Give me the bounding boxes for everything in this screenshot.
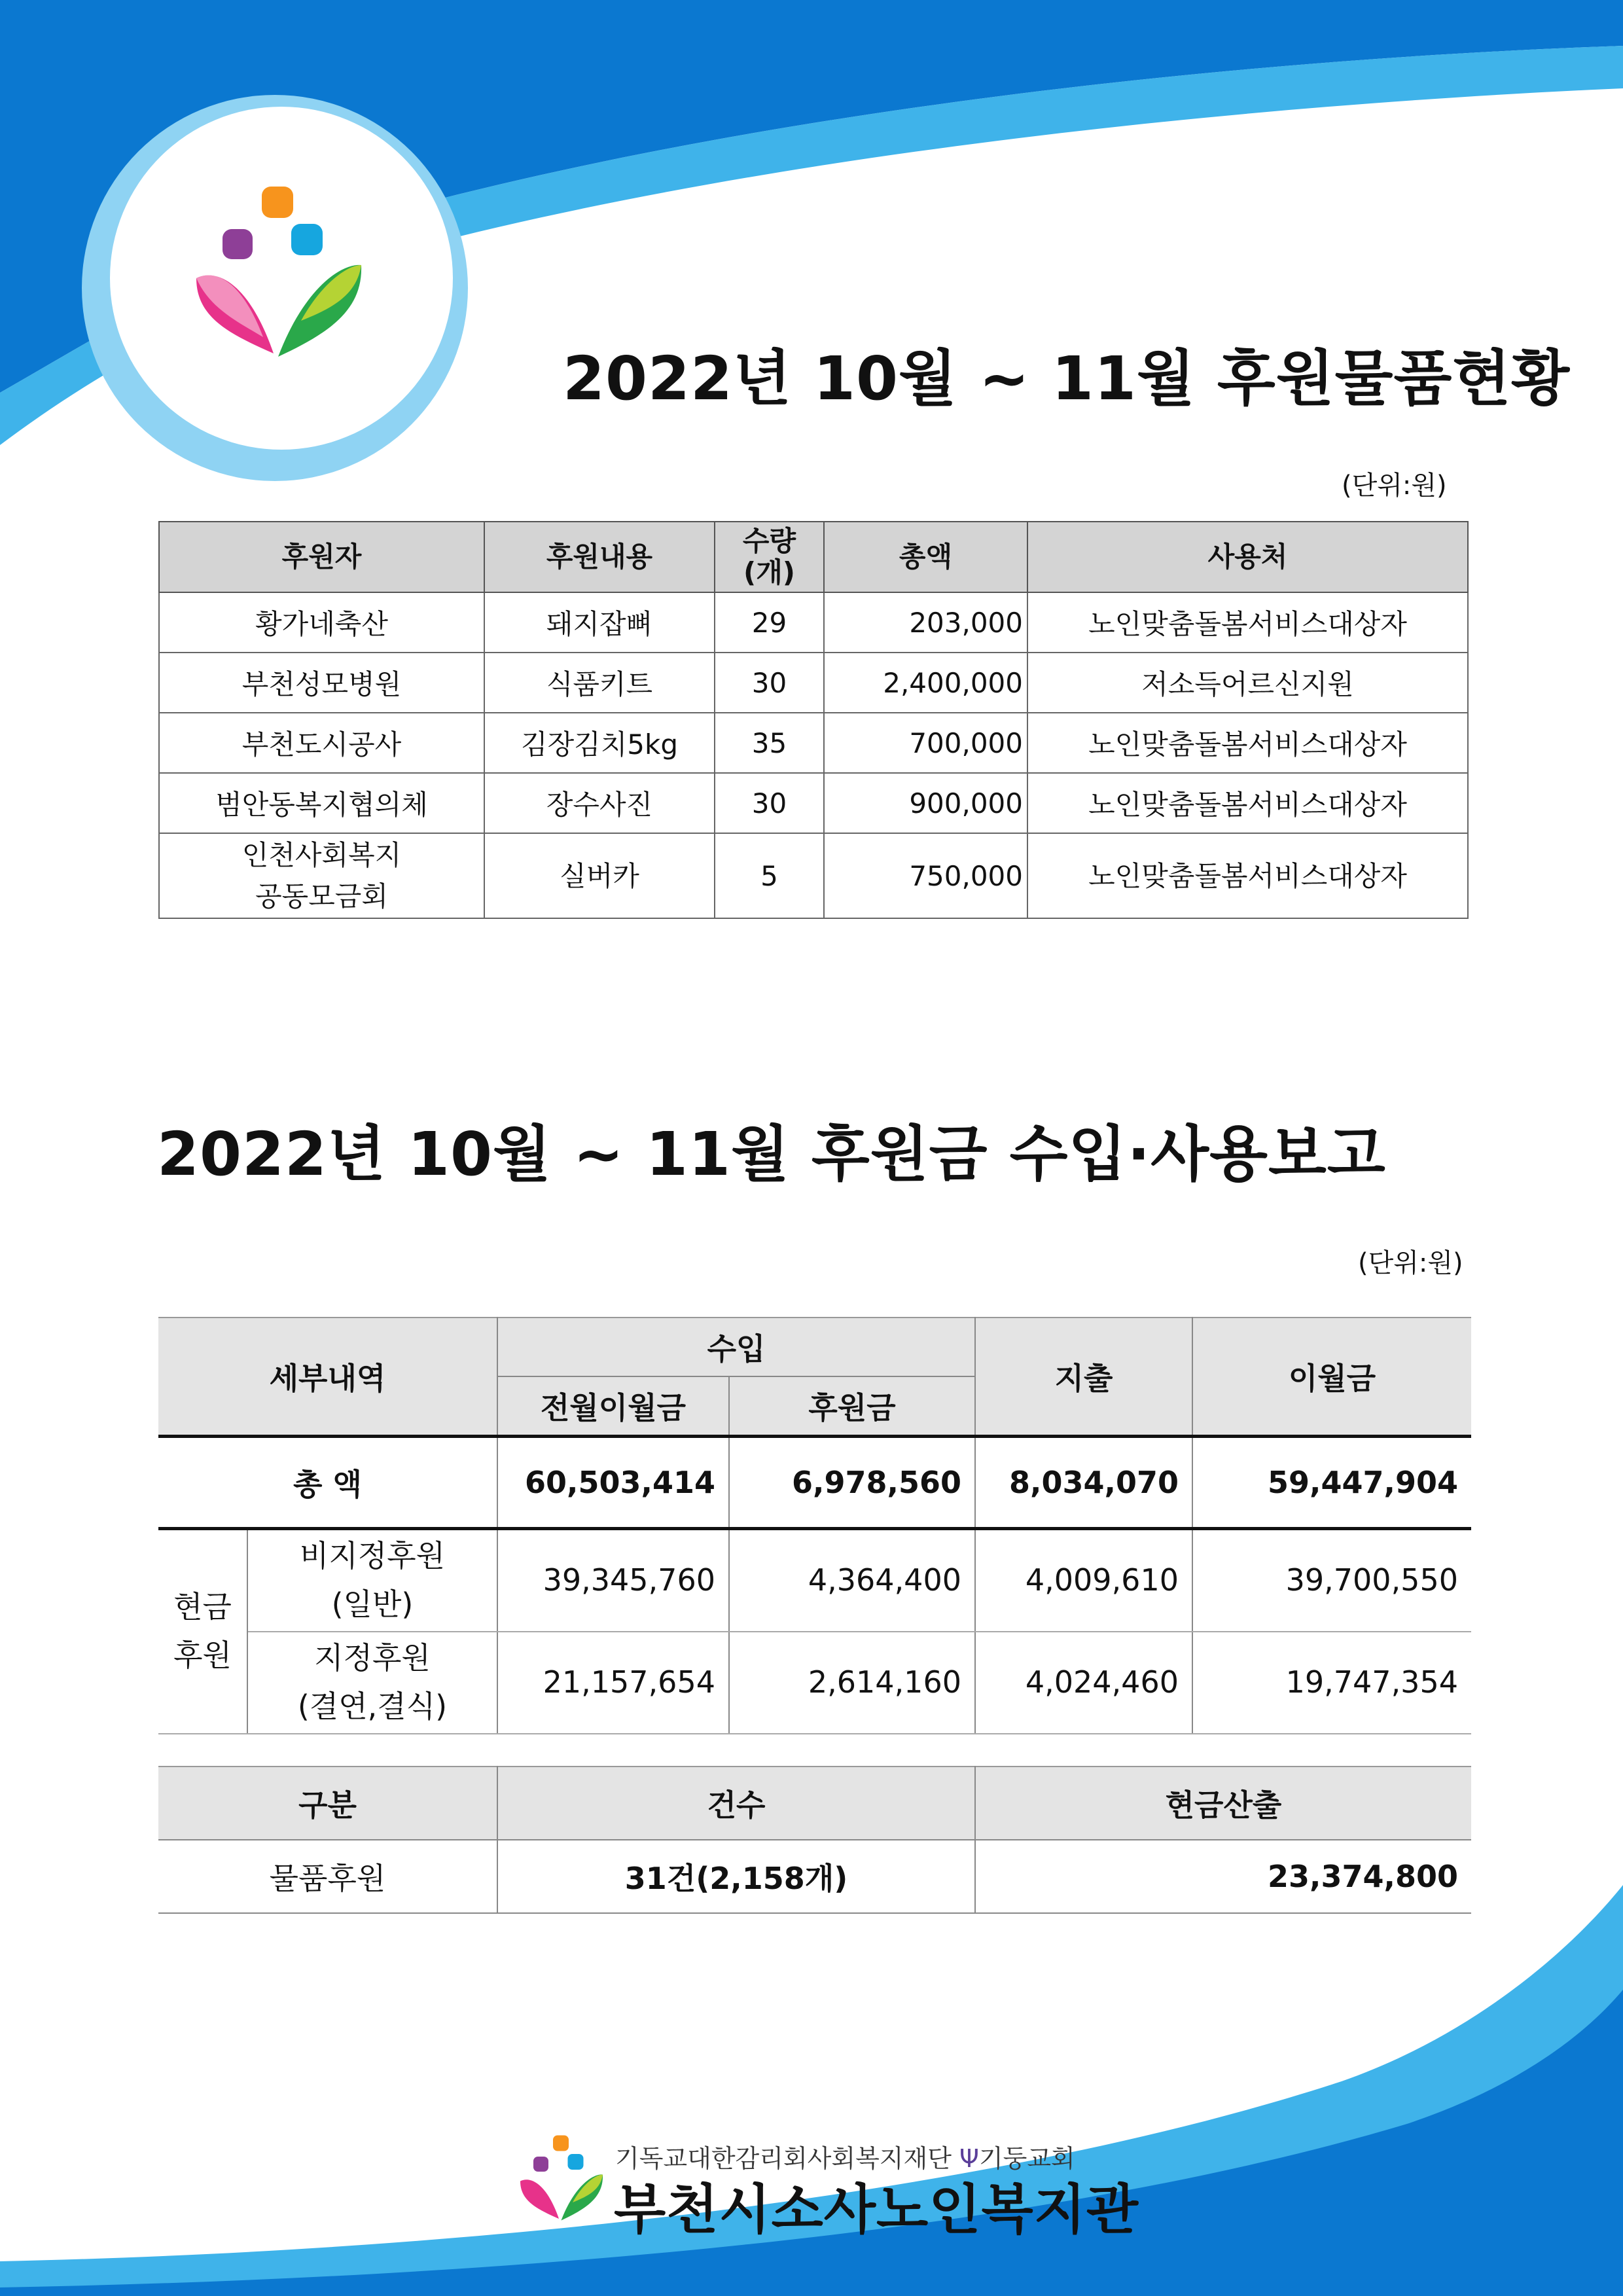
total-label: 총 액 [158,1437,497,1529]
table-row [159,773,1468,833]
usage-cell: 저소득어르신지원 [1027,653,1468,713]
carryover-cell: 39,700,550 [1192,1529,1471,1632]
content-cell: 실버카 [484,833,715,918]
total-donation: 6,978,560 [729,1437,975,1529]
total-expense: 8,034,070 [975,1437,1192,1529]
header-expense: 지출 [975,1318,1192,1437]
table-header-row [159,522,1468,592]
usage-cell: 노인맞춤돌봄서비스대상자 [1027,773,1468,833]
flower-heart-logo-icon [190,177,373,373]
usage-cell: 노인맞춤돌봄서비스대상자 [1027,592,1468,653]
count-cell: 31건(2,158개) [497,1840,975,1913]
total-prev-balance: 60,503,414 [497,1437,729,1529]
header-quantity: 수량 (개) [715,522,824,592]
content-cell: 김장김치5kg [484,713,715,773]
header-cash-value: 현금산출 [975,1767,1471,1840]
quantity-cell: 29 [715,592,824,653]
header-carryover: 이월금 [1192,1318,1471,1437]
report-title-items: 2022년 10월 ~ 11월 후원물품현황 [563,344,1571,414]
total-cell: 203,000 [824,592,1027,653]
header-total: 총액 [824,522,1027,592]
header-content: 후원내용 [484,522,715,592]
footer [517,2130,1139,2241]
expense-cell: 4,024,460 [975,1632,1192,1734]
row-label: 지정후원 (결연,결식) [247,1632,497,1734]
church-name: 기둥교회 [978,2144,1075,2173]
organization-name: 부천시소사노인복지관 [614,2179,1139,2241]
total-cell: 700,000 [824,713,1027,773]
table-header-row [158,1318,1471,1376]
table-row [158,1632,1471,1734]
table-row [159,713,1468,773]
donation-cell: 2,614,160 [729,1632,975,1734]
church-cross-icon: Ψ [959,2144,979,2173]
table-row [159,833,1468,918]
flower-heart-logo-icon [517,2130,609,2229]
header-usage: 사용처 [1027,522,1468,592]
header-income: 수입 [497,1318,975,1376]
total-cell: 750,000 [824,833,1027,918]
content-cell: 식품키트 [484,653,715,713]
header-count: 건수 [497,1767,975,1840]
table-header-row [158,1767,1471,1840]
row-label: 비지정후원 (일반) [247,1529,497,1632]
unit-label-items: (단위:원) [1342,471,1447,501]
foundation-name: 기독교대한감리회사회복지재단 Ψ기둥교회 [615,2144,1075,2173]
quantity-cell: 5 [715,833,824,918]
donation-cell: 4,364,400 [729,1529,975,1632]
unit-label-funds: (단위:원) [1358,1248,1463,1278]
cash-value-cell: 23,374,800 [975,1840,1471,1913]
cash-donation-group-label: 현금 후원 [158,1529,247,1734]
in-kind-summary-table [158,1766,1471,1914]
total-row [158,1437,1471,1529]
donor-cell: 범안동복지협의체 [159,773,484,833]
content-cell: 장수사진 [484,773,715,833]
total-cell: 2,400,000 [824,653,1027,713]
usage-cell: 노인맞춤돌봄서비스대상자 [1027,713,1468,773]
header-detail: 세부내역 [158,1318,497,1437]
donor-cell: 인천사회복지 공동모금회 [159,833,484,918]
total-cell: 900,000 [824,773,1027,833]
donor-cell: 황가네축산 [159,592,484,653]
report-title-funds: 2022년 10월 ~ 11월 후원금 수입·사용보고 [157,1119,1386,1189]
donor-cell: 부천도시공사 [159,713,484,773]
quantity-cell: 30 [715,653,824,713]
header-category: 구분 [158,1767,497,1840]
table-row [159,592,1468,653]
table-row [159,653,1468,713]
expense-cell: 4,009,610 [975,1529,1192,1632]
header-prev-balance: 전월이월금 [497,1376,729,1437]
category-cell: 물품후원 [158,1840,497,1913]
header-donation: 후원금 [729,1376,975,1437]
header-donor: 후원자 [159,522,484,592]
quantity-cell: 35 [715,713,824,773]
table-row [158,1840,1471,1913]
prev-balance-cell: 21,157,654 [497,1632,729,1734]
usage-cell: 노인맞춤돌봄서비스대상자 [1027,833,1468,918]
content-cell: 돼지잡뼈 [484,592,715,653]
donor-cell: 부천성모병원 [159,653,484,713]
prev-balance-cell: 39,345,760 [497,1529,729,1632]
donation-funds-table [158,1317,1471,1734]
total-carryover: 59,447,904 [1192,1437,1471,1529]
table-row [158,1529,1471,1632]
quantity-cell: 30 [715,773,824,833]
donated-items-table [158,521,1469,919]
carryover-cell: 19,747,354 [1192,1632,1471,1734]
